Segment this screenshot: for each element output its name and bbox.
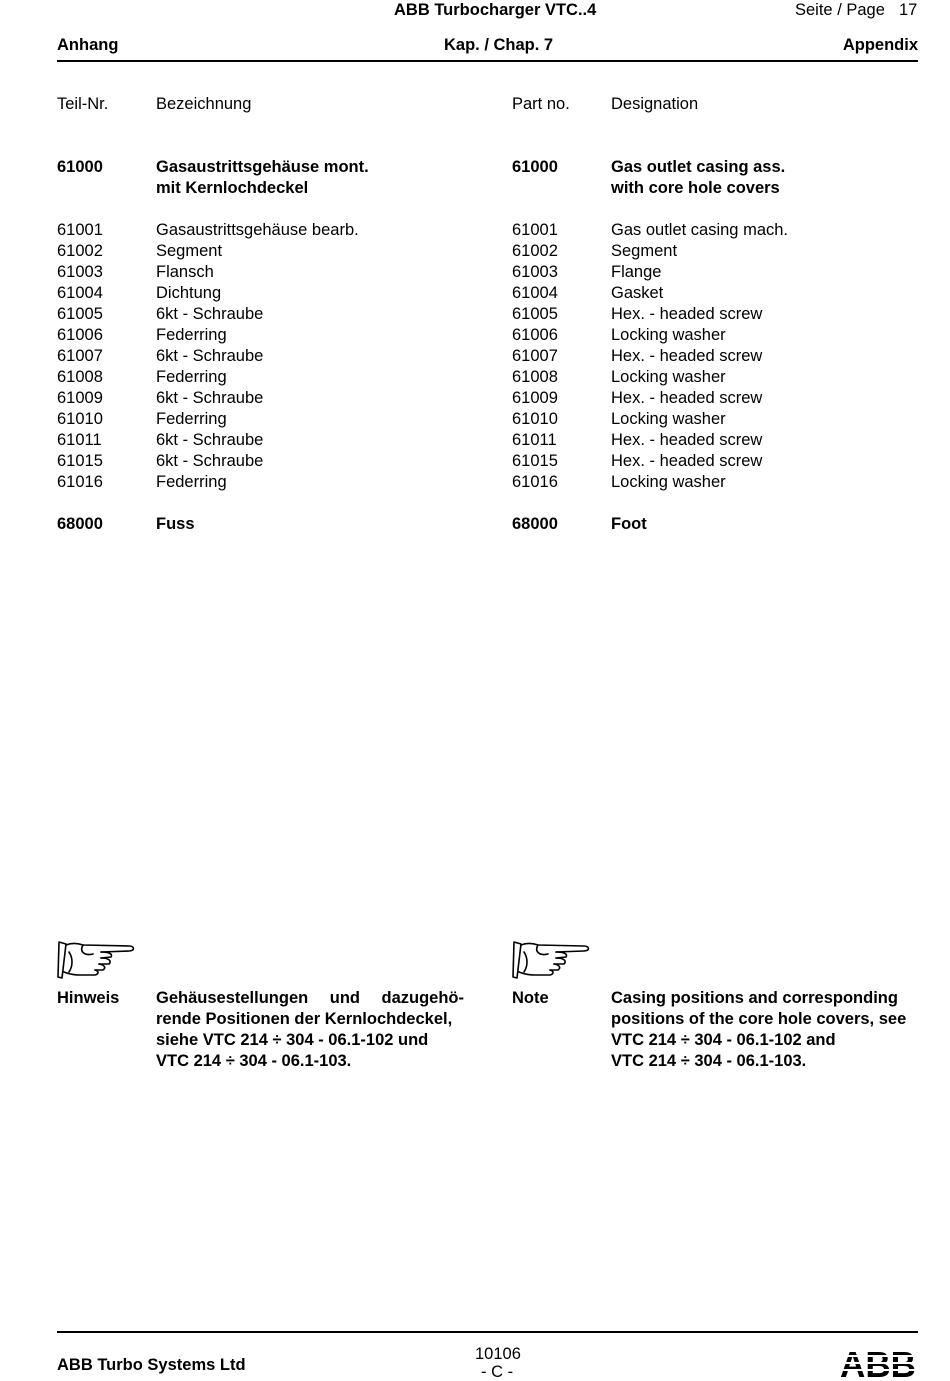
abb-logo-icon xyxy=(840,1348,916,1379)
part-desc-en: Hex. - headed screw xyxy=(611,389,763,407)
group-de-line1: Fuss xyxy=(156,515,195,533)
part-desc-en: Gas outlet casing mach. xyxy=(611,221,789,239)
part-desc-de: Dichtung xyxy=(156,284,222,302)
column-heading-en-partno: Part no. xyxy=(512,95,570,113)
part-desc-en: Hex. - headed screw xyxy=(611,452,763,470)
header-right: Appendix xyxy=(842,36,918,54)
part-number: 61011 xyxy=(57,431,102,449)
column-heading-de-desc: Bezeichnung xyxy=(156,95,252,113)
note-label-de: Hinweis xyxy=(57,989,120,1007)
part-number-en: 61009 xyxy=(512,389,558,407)
note-en-line: positions of the core hole covers, see xyxy=(611,1010,907,1028)
footer-rule xyxy=(57,1331,918,1333)
part-number: 61008 xyxy=(57,368,103,386)
part-desc-de: Federring xyxy=(156,368,227,386)
part-number-en: 61008 xyxy=(512,368,558,386)
part-desc-de: Gasaustrittsgehäuse bearb. xyxy=(156,221,359,239)
part-desc-de: Federring xyxy=(156,326,227,344)
part-number: 61010 xyxy=(57,410,103,428)
part-number: 61009 xyxy=(57,389,103,407)
header-left: Anhang xyxy=(57,36,119,54)
footer-revision: - C - xyxy=(481,1363,514,1381)
part-desc-en: Locking washer xyxy=(611,410,726,428)
part-number-en: 61003 xyxy=(512,263,558,281)
part-number-en: 61004 xyxy=(512,284,558,302)
part-desc-en: Flange xyxy=(611,263,662,281)
column-heading-de-partno: Teil-Nr. xyxy=(57,95,109,113)
part-desc-en: Hex. - headed screw xyxy=(611,305,763,323)
part-desc-de: 6kt - Schraube xyxy=(156,452,264,470)
part-number-en: 61001 xyxy=(512,221,558,239)
column-heading-en-desc: Designation xyxy=(611,95,699,113)
part-desc-de: Flansch xyxy=(156,263,214,281)
part-desc-de: 6kt - Schraube xyxy=(156,347,264,365)
part-desc-en: Locking washer xyxy=(611,326,726,344)
part-number: 61007 xyxy=(57,347,103,365)
document-title: ABB Turbocharger VTC..4 xyxy=(394,1,597,19)
part-desc-en: Locking washer xyxy=(611,368,726,386)
group-en-line1: Gas outlet casing ass. xyxy=(611,158,786,176)
group-number-en: 68000 xyxy=(512,515,558,533)
part-number-en: 61007 xyxy=(512,347,558,365)
part-number: 61002 xyxy=(57,242,103,260)
part-desc-en: Segment xyxy=(611,242,678,260)
part-number: 61001 xyxy=(57,221,103,239)
part-number: 61006 xyxy=(57,326,103,344)
note-de-line: siehe VTC 214 ÷ 304 - 06.1-102 und xyxy=(156,1031,429,1049)
part-desc-en: Gasket xyxy=(611,284,664,302)
footer-doc-number: 10106 xyxy=(475,1345,521,1363)
part-desc-de: 6kt - Schraube xyxy=(156,305,264,323)
group-en-line1: Foot xyxy=(611,515,647,533)
part-desc-de: Segment xyxy=(156,242,223,260)
part-desc-en: Hex. - headed screw xyxy=(611,431,763,449)
footer-company: ABB Turbo Systems Ltd xyxy=(57,1356,246,1374)
part-desc-de: 6kt - Schraube xyxy=(156,431,264,449)
part-number: 61015 xyxy=(57,452,103,470)
page-label: Seite / Page xyxy=(795,1,885,19)
part-desc-de: Federring xyxy=(156,473,227,491)
group-number: 68000 xyxy=(57,515,103,533)
group-en-line2: with core hole covers xyxy=(611,179,780,197)
note-en-line: Casing positions and corresponding xyxy=(611,989,898,1007)
note-en-line: VTC 214 ÷ 304 - 06.1-102 and xyxy=(611,1031,836,1049)
part-number-en: 61010 xyxy=(512,410,558,428)
part-number: 61005 xyxy=(57,305,103,323)
pointing-hand-icon xyxy=(57,940,137,980)
note-en-line: VTC 214 ÷ 304 - 06.1-103. xyxy=(611,1052,807,1070)
part-number-en: 61016 xyxy=(512,473,558,491)
note-de-line: rende Positionen der Kernlochdeckel, xyxy=(156,1010,453,1028)
part-desc-de: 6kt - Schraube xyxy=(156,389,264,407)
header-chapter: Kap. / Chap. 7 xyxy=(444,36,554,54)
part-desc-en: Locking washer xyxy=(611,473,726,491)
part-number: 61016 xyxy=(57,473,103,491)
group-de-line2: mit Kernlochdeckel xyxy=(156,179,309,197)
part-desc-en: Hex. - headed screw xyxy=(611,347,763,365)
part-number-en: 61002 xyxy=(512,242,558,260)
note-de-line: Gehäusestellungen und dazugehö- xyxy=(156,989,464,1007)
page-number: 17 xyxy=(899,1,918,19)
part-number: 61003 xyxy=(57,263,103,281)
group-de-line1: Gasaustrittsgehäuse mont. xyxy=(156,158,369,176)
header-rule xyxy=(57,60,918,62)
part-desc-de: Federring xyxy=(156,410,227,428)
part-number-en: 61005 xyxy=(512,305,558,323)
note-label-en: Note xyxy=(512,989,549,1007)
note-de-line: VTC 214 ÷ 304 - 06.1-103. xyxy=(156,1052,352,1070)
group-number: 61000 xyxy=(57,158,103,176)
group-number-en: 61000 xyxy=(512,158,558,176)
part-number-en: 61015 xyxy=(512,452,558,470)
part-number-en: 61011 xyxy=(512,431,557,449)
abb-logo-text: ABB xyxy=(840,1348,916,1379)
pointing-hand-icon xyxy=(512,940,592,980)
part-number-en: 61006 xyxy=(512,326,558,344)
part-number: 61004 xyxy=(57,284,103,302)
